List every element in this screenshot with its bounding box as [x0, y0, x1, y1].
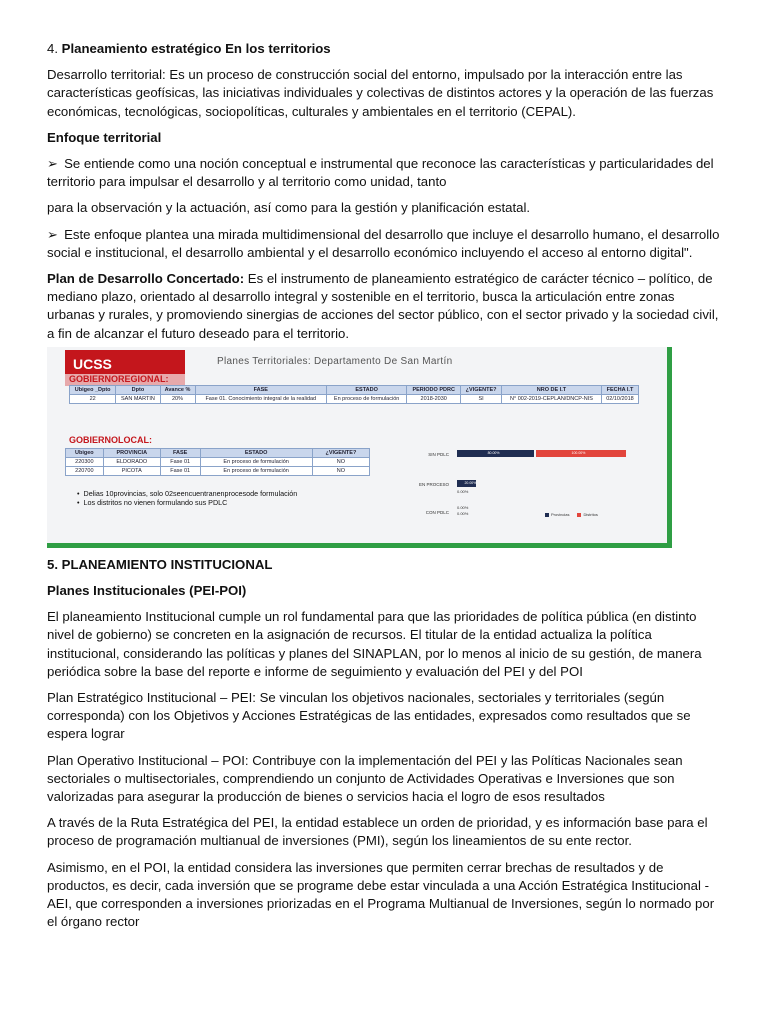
- table-cell: 20%: [160, 394, 195, 403]
- slide-bullet-text: Los distritos no vienen formulando sus PDLC: [83, 497, 228, 507]
- heading-text: Planeamiento estratégico En los territorios: [61, 41, 331, 56]
- table-header-cell: FASE: [195, 385, 327, 394]
- bullet-2-text: Este enfoque plantea una mirada multidimensional del desarrollo que incluye el desarrollo humano, el desarrollo social e institucional, el desarrollo ambiental y el desarrollo económico incluyendo el acceso al entorno digital".: [47, 226, 720, 260]
- table-cell: Fase 01: [160, 466, 200, 475]
- table-header-row: [66, 448, 370, 457]
- slide-bullet-text: Delias 10provincias, solo 02seencuentranenprocesode formulación: [83, 488, 298, 498]
- section-5-heading: 5. PLANEAMIENTO INSTITUCIONAL: [47, 556, 273, 572]
- bullet-1: [47, 155, 723, 191]
- embedded-slide: [47, 347, 672, 548]
- table-header-cell: Ubigeo _Dpto: [70, 385, 116, 394]
- table-cell: SAN MARTIN: [116, 394, 160, 403]
- chart-legend: [545, 512, 606, 517]
- table-row: [66, 466, 370, 475]
- table-cell: 220300: [66, 457, 104, 466]
- document-page: [47, 40, 723, 932]
- gobierno-local-table: [65, 448, 370, 476]
- table-header-cell: Avance %: [160, 385, 195, 394]
- chart-data-label: 20.00%: [464, 480, 477, 485]
- legend-entry: Provincias: [545, 512, 569, 517]
- chart-data-label: 0.00%: [457, 488, 469, 494]
- arrow-bullet-icon: ➢: [47, 226, 59, 242]
- slide-bullet: • Delias 10provincias, solo 02seencuentranenprocesode formulación: [77, 488, 298, 498]
- table-cell: N° 002-2019-CEPLAN/DNCP-NIS: [501, 394, 601, 403]
- gobierno-regional-label: GOBIERNOREGIONAL:: [69, 373, 169, 384]
- table-cell: NO: [312, 466, 369, 475]
- territorial-paragraph: Desarrollo territorial: Es un proceso de construcción social del entorno, impulsado por la interacción entre las características geofísicas, las iniciativas individuales y colectivas de distintos actores y la operación de las fuerzas económicas, tecnológicas, sociopolíticas, culturales y ambientales en el territorio (CEPAL).: [47, 67, 714, 119]
- ruta-estrategica-paragraph: A través de la Ruta Estratégica del PEI, la entidad establece un orden de prioridad, y es información base para el proceso de programación multianual de inversiones (PMI), según los lineamientos de su ente rector.: [47, 815, 708, 849]
- pdc-text: Es el instrumento de planeamiento estratégico de carácter técnico – político, de mediano plazo, orientado al desarrollo integral y sostenible en el territorio, busca la articulación entre zonas urbanas y rurales, y promoviendo sinergias de acciones del sector público, con el sector privado y la sociedad civil, a fin de alcanzar el futuro deseado para el territorio.: [47, 271, 719, 341]
- table-cell: ELDORADO: [103, 457, 160, 466]
- institucional-paragraph-1: El planeamiento Institucional cumple un rol fundamental para que las prioridades de política pública (en distinto nivel de gobierno) se concreten en la asignación de recursos. El titular de la entidad actualiza la política institucional, considerando las políticas y planes del SINAPLAN, por lo menos al inicio de su gestión, de manera periódica sobre la base del reporte e informe de seguimiento y evaluación del PEI y del POI: [47, 609, 702, 679]
- table-row: [70, 394, 639, 403]
- arrow-bullet-icon: ➢: [47, 156, 59, 172]
- chart-data-label: 100.00%: [571, 450, 586, 455]
- table-cell: 22: [70, 394, 116, 403]
- gobierno-local-label: GOBIERNOLOCAL:: [69, 434, 152, 445]
- table-header-cell: PROVINCIA: [103, 448, 160, 457]
- pdc-label: Plan de Desarrollo Concertado:: [47, 271, 245, 287]
- chart-data-label: 0.00%: [457, 510, 469, 516]
- enfoque-heading: Enfoque territorial: [47, 129, 162, 145]
- table-cell: En proceso de formulación: [327, 394, 407, 403]
- table-cell: Fase 01. Conocimiento integral de la realidad: [195, 394, 327, 403]
- bullet-1-continued: para la observación y la actuación, así como para la gestión y planificación estatal.: [47, 200, 531, 216]
- table-header-cell: NRO DE I.T: [501, 385, 601, 394]
- slide-bullet: • Los distritos no vienen formulando sus PDLC: [77, 497, 228, 507]
- slide-bullets: [77, 490, 347, 508]
- gobierno-regional-table: [69, 385, 639, 404]
- table-cell: 220700: [66, 466, 104, 475]
- table-header-cell: ¿VIGENTE?: [461, 385, 502, 394]
- bullet-1-text: Se entiende como una noción conceptual e instrumental que reconoce las características y particularidades del territorio para impulsar el desarrollo y al territorio como unidad, tanto: [47, 156, 714, 190]
- table-cell: 2018-2030: [407, 394, 461, 403]
- section-4-heading: [47, 40, 723, 58]
- pei-paragraph: Plan Estratégico Institucional – PEI: Se vinculan los objetivos nacionales, sectoriales y territoriales (según corresponda) con los Objetivos y Acciones Estratégicas de las entidades, expresados como resultados que se espera lograr: [47, 690, 691, 742]
- table-cell: PICOTA: [103, 466, 160, 475]
- pdc-paragraph: [47, 270, 723, 343]
- asimismo-paragraph: Asimismo, en el POI, la entidad considera las inversiones que permiten cerrar brechas de resultados y de productos, es decir, cada inversión que se programe debe estar vinculada a una Acción Estratégica Institucional - AEI, que corresponden a inversiones priorizadas en el Programa Multianual de Inversiones, según lo normado por el órgano rector: [47, 859, 715, 930]
- heading-number: 4.: [47, 41, 58, 56]
- table-cell: Fase 01: [160, 457, 200, 466]
- chart-bar: [536, 450, 626, 457]
- legend-swatch: [577, 513, 581, 517]
- table-cell: En proceso de formulación: [200, 466, 312, 475]
- table-cell: NO: [312, 457, 369, 466]
- chart-data-label: 80.00%: [487, 450, 500, 455]
- table-row: [66, 457, 370, 466]
- table-header-cell: Dpto: [116, 385, 160, 394]
- chart-data-label: 0.00%: [457, 504, 469, 510]
- legend-entry: Distritos: [577, 512, 597, 517]
- table-header-cell: Ubigeo: [66, 448, 104, 457]
- chart-bar: [457, 450, 534, 457]
- chart-category-label: CON PDLC: [425, 509, 449, 515]
- chart-category-label: SIN PDLC: [428, 451, 449, 457]
- table-cell: En proceso de formulación: [200, 457, 312, 466]
- table-header-cell: FASE: [160, 448, 200, 457]
- table-header-cell: FECHA I.T: [601, 385, 638, 394]
- ucss-logo: UCSS: [65, 350, 185, 378]
- slide-title: Planes Territoriales: Departamento De San Martín: [217, 355, 453, 367]
- chart-category-label: EN PROCESO: [418, 481, 449, 487]
- chart-bar: [457, 480, 476, 487]
- table-header-cell: PERIODO PDRC: [407, 385, 461, 394]
- poi-paragraph: Plan Operativo Institucional – POI: Contribuye con la implementación del PEI y las Políticas Nacionales sean sectoriales o multisectoriales, comprendiendo un conjunto de Actividades Operativas e Inversiones que son valorizadas para asegurar la producción de bienes o servicios hacia el logro de esos resultados: [47, 752, 683, 805]
- section-5-subheading: Planes Institucionales (PEI-POI): [47, 583, 247, 599]
- legend-swatch: [545, 513, 549, 517]
- table-header-cell: ¿VIGENTE?: [312, 448, 369, 457]
- pdlc-bar-chart: [397, 442, 637, 532]
- bullet-2: [47, 226, 723, 262]
- table-header-row: [70, 385, 639, 394]
- table-header-cell: ESTADO: [327, 385, 407, 394]
- table-header-cell: ESTADO: [200, 448, 312, 457]
- table-cell: SI: [461, 394, 502, 403]
- table-cell: 02/10/2018: [601, 394, 638, 403]
